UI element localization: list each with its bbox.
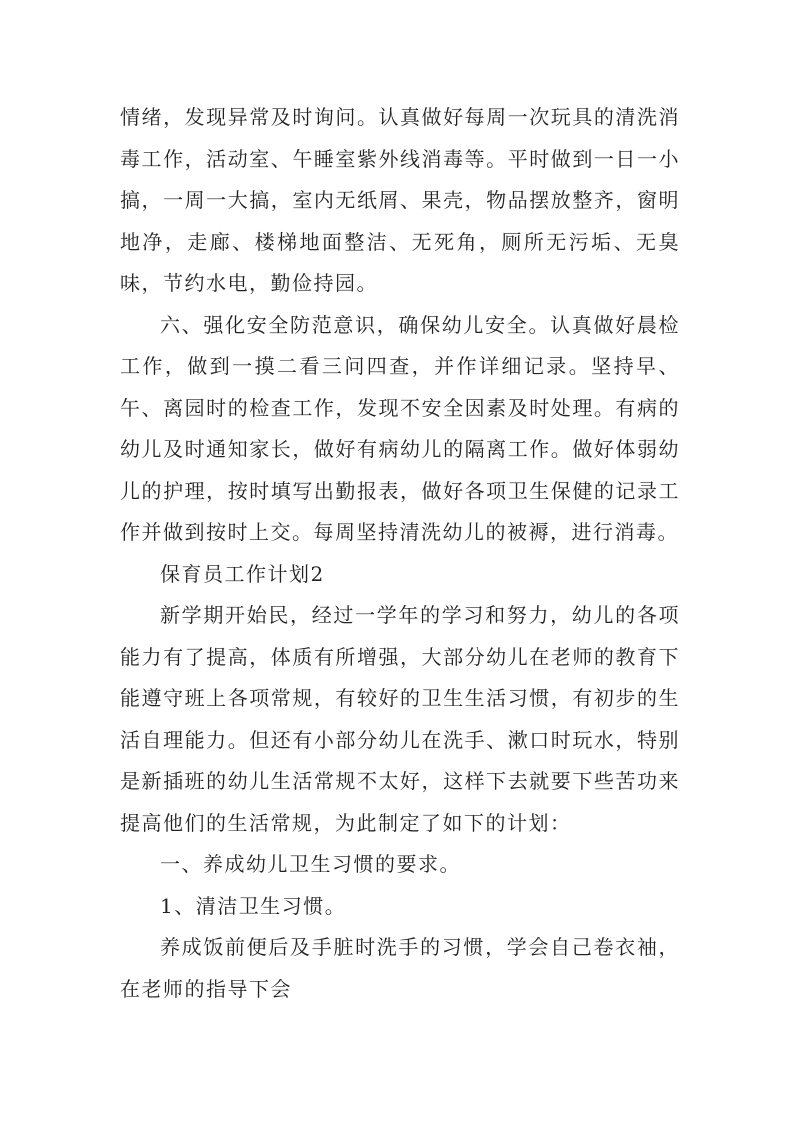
paragraph-cleanliness-heading: 1、清洁卫生习惯。 <box>160 893 347 918</box>
paragraph-handwashing: 养成饭前便后及手脏时洗手的习惯，学会自己卷衣袖，在老师的指导下会 <box>120 935 680 1001</box>
document-body <box>120 97 680 1010</box>
paragraph-safety-awareness: 六、强化安全防范意识，确保幼儿安全。认真做好晨检工作，做到一摸二看三问四查，并作详细记录。坚持早、午、离园时的检查工作，发现不安全因素及时处理。有病的幼儿及时通知家长，做好有病幼儿的隔离工作。做好体弱幼儿的护理，按时填写出勤报表，做好各项卫生保健的记录工作并做到按时上交。每周坚持清洗幼儿的被褥，进行消毒。 <box>120 312 680 544</box>
paragraph-hygiene-continued: 情绪，发现异常及时询问。认真做好每周一次玩具的清洗消毒工作，活动室、午睡室紫外线消毒等。平时做到一日一小搞，一周一大搞，室内无纸屑、果壳，物品摆放整齐，窗明地净，走廊、楼梯地面整洁、无死角，厕所无污垢、无臭味，节约水电，勤俭持园。 <box>120 105 680 295</box>
paragraph-new-semester: 新学期开始民，经过一学年的学习和努力，幼儿的各项能力有了提高，体质有所增强，大部分幼儿在老师的教育下能遵守班上各项常规，有较好的卫生生活习惯，有初步的生活自理能力。但还有小部分幼儿在洗手、漱口时玩水，特别是新插班的幼儿生活常规不太好，这样下去就要下些苦功来提高他们的生活常规，为此制定了如下的计划： <box>120 603 680 835</box>
section-title-work-plan-2: 保育员工作计划2 <box>160 561 325 586</box>
paragraph-hygiene-habits-heading: 一、养成幼儿卫生习惯的要求。 <box>160 852 461 876</box>
